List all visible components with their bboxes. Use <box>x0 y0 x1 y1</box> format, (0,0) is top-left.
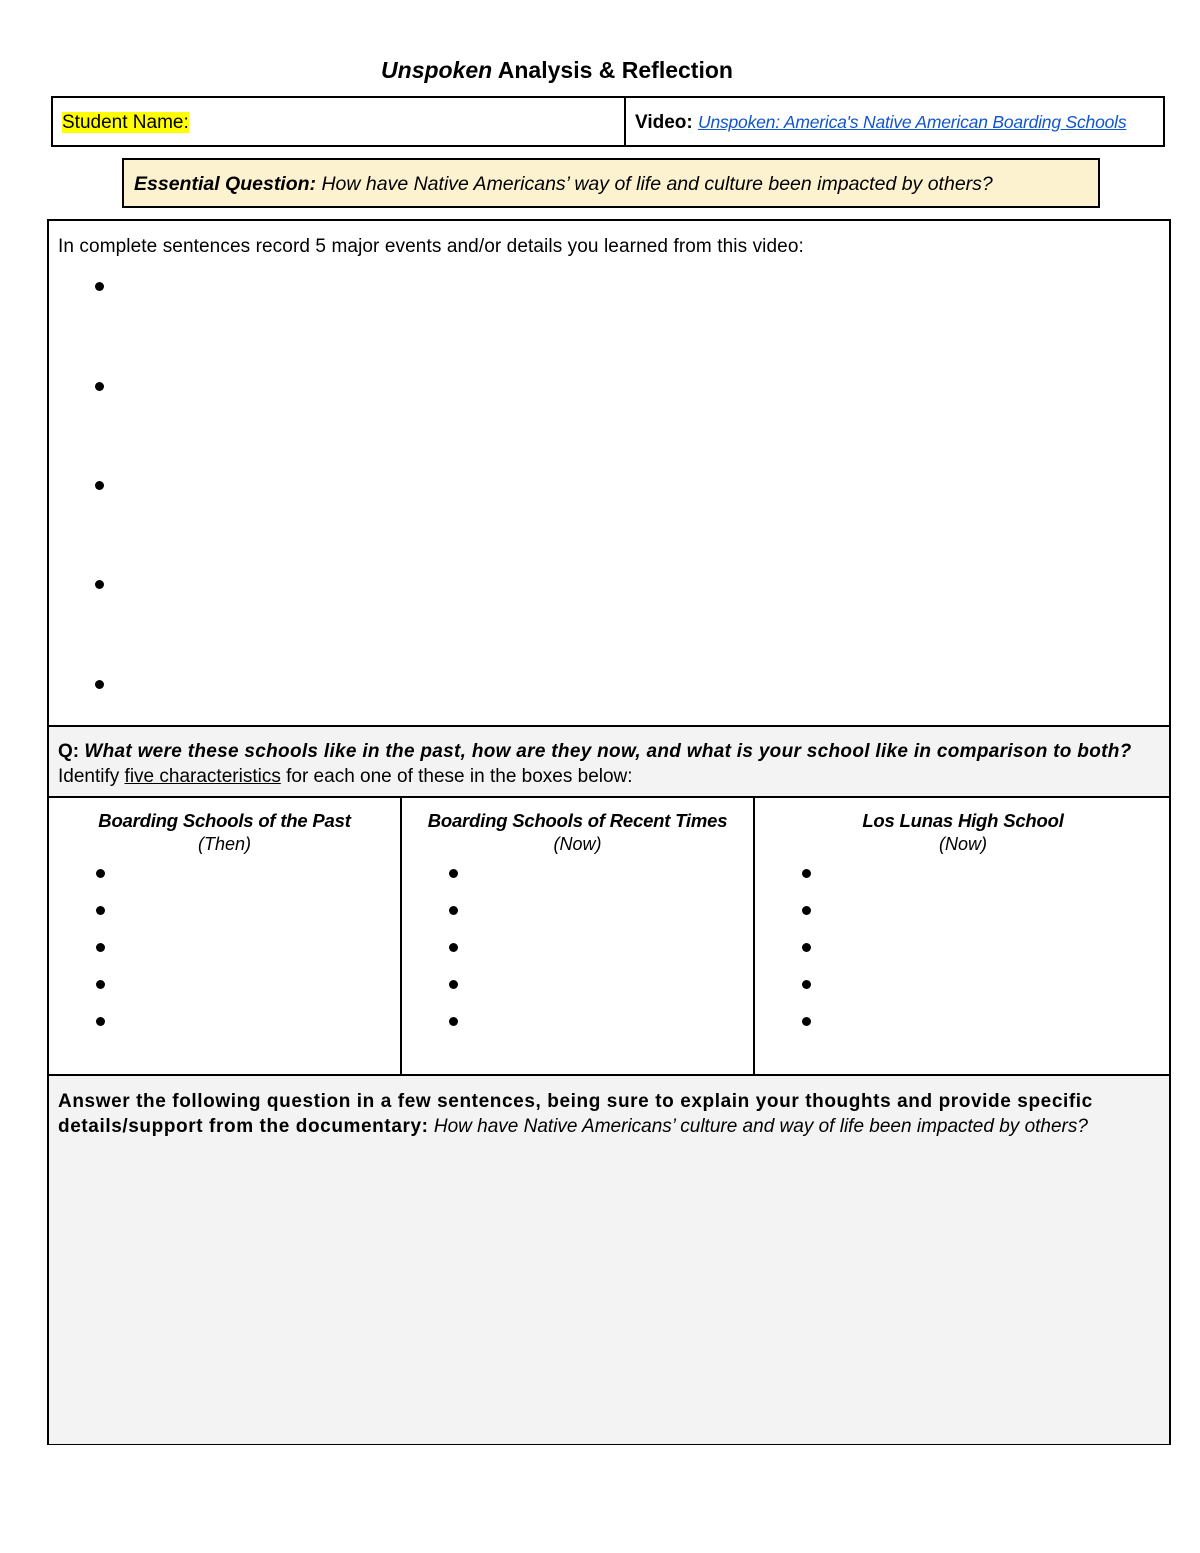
event-bullet-5[interactable] <box>95 676 1095 700</box>
bullet-dot-icon <box>96 980 105 989</box>
bullet-dot-icon <box>95 382 104 391</box>
title-rest: Analysis & Reflection <box>492 57 733 83</box>
video-link[interactable]: Unspoken: America's Native American Boarding Schools <box>698 112 1127 132</box>
bullet-dot-icon <box>96 1017 105 1026</box>
question-prefix: Q: <box>58 741 85 762</box>
comparison-columns <box>49 798 1169 1076</box>
column-heading: Boarding Schools of the Past <box>98 810 351 831</box>
column-bullet[interactable] <box>449 865 649 885</box>
bullet-dot-icon <box>449 906 458 915</box>
bullet-dot-icon <box>95 481 104 490</box>
column-subheading: (Now) <box>553 834 602 854</box>
event-bullet-4[interactable] <box>95 576 1095 600</box>
bullet-dot-icon <box>96 869 105 878</box>
bullet-dot-icon <box>95 680 104 689</box>
events-section[interactable] <box>49 221 1169 727</box>
column-los-lunas[interactable] <box>755 798 1171 1074</box>
instruction-before: Identify <box>58 766 125 787</box>
bullet-dot-icon <box>449 980 458 989</box>
video-label: Video: <box>635 112 693 133</box>
bullet-dot-icon <box>802 869 811 878</box>
column-bullet[interactable] <box>96 1013 296 1033</box>
event-bullet-2[interactable] <box>95 378 1095 402</box>
question-text: What were these schools like in the past, how are they now, and what is your school like in comparison to both? <box>84 741 1132 762</box>
column-heading: Boarding Schools of Recent Times <box>427 810 728 831</box>
info-table <box>51 96 1165 147</box>
column-bullet[interactable] <box>96 939 296 959</box>
column-bullet[interactable] <box>96 902 296 922</box>
bullet-dot-icon <box>449 869 458 878</box>
column-bullet[interactable] <box>802 939 1002 959</box>
events-prompt: In complete sentences record 5 major events and/or details you learned from this video: <box>58 236 804 257</box>
essential-question-box <box>122 158 1100 208</box>
bullet-dot-icon <box>96 906 105 915</box>
column-bullet[interactable] <box>802 902 1002 922</box>
event-bullet-1[interactable] <box>95 278 1095 302</box>
event-bullet-3[interactable] <box>95 477 1095 501</box>
page-title <box>0 57 1114 84</box>
column-bullet[interactable] <box>96 865 296 885</box>
bullet-dot-icon <box>802 943 811 952</box>
bullet-dot-icon <box>449 1017 458 1026</box>
bullet-dot-icon <box>802 980 811 989</box>
instruction-after: for each one of these in the boxes below: <box>280 766 633 787</box>
bullet-dot-icon <box>449 943 458 952</box>
column-bullet[interactable] <box>449 939 649 959</box>
video-cell <box>626 98 1163 145</box>
column-bullet[interactable] <box>802 865 1002 885</box>
column-heading: Los Lunas High School <box>862 810 1064 831</box>
column-bullet[interactable] <box>802 976 1002 996</box>
bullet-dot-icon <box>802 906 811 915</box>
column-bullet[interactable] <box>449 1013 649 1033</box>
student-name-label: Student Name: <box>62 112 189 133</box>
title-italic: Unspoken <box>381 57 493 83</box>
column-subheading: (Then) <box>197 834 251 854</box>
column-past[interactable] <box>49 798 402 1074</box>
column-bullet[interactable] <box>802 1013 1002 1033</box>
final-question-section[interactable] <box>49 1076 1169 1444</box>
final-question-instruction: Answer the following question in a few sentences, being sure to explain your thoughts and provide specific details/support from the documentary: <box>58 1091 1093 1137</box>
bullet-dot-icon <box>802 1017 811 1026</box>
bullet-dot-icon <box>95 580 104 589</box>
final-question-text: How have Native Americans’ culture and way of life been impacted by others? <box>428 1116 1088 1137</box>
comparison-question <box>49 727 1169 798</box>
instruction-underline: five characteristics <box>124 766 281 787</box>
column-recent[interactable] <box>402 798 755 1074</box>
column-subheading: (Now) <box>939 834 987 854</box>
essential-question-label: Essential Question: <box>134 173 317 195</box>
student-name-field[interactable] <box>53 98 626 145</box>
worksheet-table <box>47 219 1171 1445</box>
bullet-dot-icon <box>95 282 104 291</box>
essential-question-text: How have Native Americans’ way of life and culture been impacted by others? <box>316 173 993 195</box>
column-bullet[interactable] <box>449 976 649 996</box>
column-bullet[interactable] <box>449 902 649 922</box>
column-bullet[interactable] <box>96 976 296 996</box>
bullet-dot-icon <box>96 943 105 952</box>
